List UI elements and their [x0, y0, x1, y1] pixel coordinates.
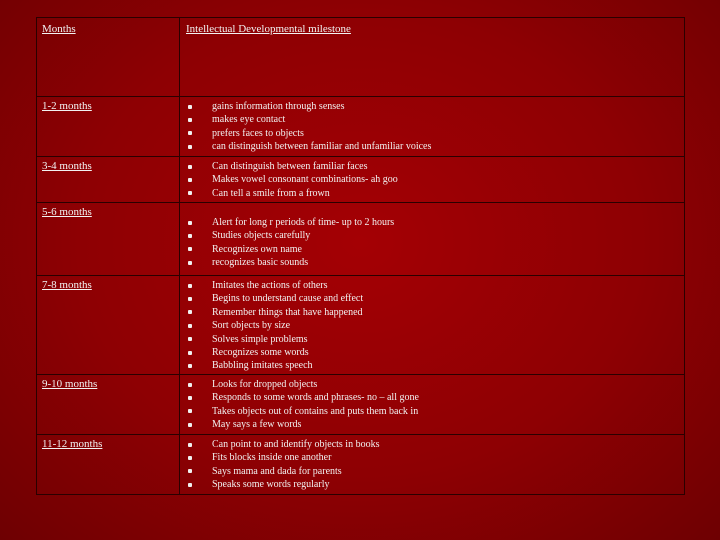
list-item [186, 346, 684, 359]
list-item [186, 279, 684, 292]
bullet-icon [188, 131, 192, 135]
header-cell-months [37, 18, 180, 97]
list-item [186, 405, 684, 418]
list-item-text: Can distinguish between familiar faces [212, 161, 368, 172]
list-item-text: May says a few words [212, 419, 302, 431]
list-item [186, 451, 684, 464]
milestone-table [36, 17, 685, 495]
list-item-text: Makes vowel consonant combinations- ah goo [212, 174, 398, 186]
list-item [186, 418, 684, 431]
table-row [37, 375, 685, 435]
month-label: 7-8 months [42, 279, 92, 291]
milestone-cell [180, 276, 685, 375]
month-cell [37, 97, 180, 157]
list-item-text: Alert for long r periods of time- up to 2 hours [212, 217, 395, 228]
month-cell [37, 435, 180, 495]
milestone-list [186, 378, 684, 432]
month-label: 3-4 months [42, 160, 92, 172]
list-item [186, 113, 684, 126]
list-item-text: Imitates the actions of others [212, 280, 328, 291]
month-label: 11-12 months [42, 438, 103, 450]
table-row [37, 157, 685, 203]
bullet-icon [188, 310, 192, 314]
month-cell [37, 276, 180, 375]
list-item [186, 465, 684, 478]
list-item-text: Solves simple problems [212, 333, 308, 345]
list-item [186, 100, 684, 113]
milestone-list [186, 216, 684, 270]
list-item [186, 292, 684, 305]
month-label: 1-2 months [42, 100, 92, 112]
list-item-text: Recognizes some words [212, 347, 309, 359]
list-item-text: Remember things that have happened [212, 306, 363, 318]
bullet-icon [188, 324, 192, 328]
list-item [186, 391, 684, 404]
bullet-icon [188, 297, 192, 301]
milestone-cell [180, 435, 685, 495]
list-item-text: Studies objects carefully [212, 230, 311, 242]
list-item [186, 173, 684, 186]
bullet-icon [188, 456, 192, 460]
list-item-text: Sort objects by size [212, 320, 291, 332]
bullet-icon [188, 165, 192, 169]
header-milestone-label: Intellectual Developmental milestone [186, 23, 351, 35]
list-item [186, 333, 684, 346]
month-cell [37, 203, 180, 276]
list-item [186, 306, 684, 319]
milestone-cell [180, 97, 685, 157]
bullet-icon [188, 409, 192, 413]
list-item [186, 478, 684, 491]
table-row [37, 435, 685, 495]
list-item-text: Fits blocks inside one another [212, 452, 332, 464]
bullet-icon [188, 105, 192, 109]
table-row [37, 203, 685, 276]
list-item-text: Responds to some words and phrases- no – all gone [212, 392, 419, 404]
month-label: 5-6 months [42, 206, 92, 218]
milestone-cell [180, 157, 685, 203]
bullet-icon [188, 234, 192, 238]
bullet-icon [188, 396, 192, 400]
milestone-list [186, 279, 684, 373]
list-item [186, 216, 684, 229]
list-item-text: Can tell a smile from a frown [212, 187, 330, 199]
bullet-icon [188, 383, 192, 387]
bullet-icon [188, 145, 192, 149]
list-item-text: Looks for dropped objects [212, 379, 318, 390]
list-item-text: Speaks some words regularly [212, 479, 330, 491]
table-header-row [37, 18, 685, 97]
bullet-icon [188, 351, 192, 355]
list-item-text: makes eye contact [212, 114, 286, 126]
list-item [186, 378, 684, 391]
header-months-label: Months [42, 23, 76, 35]
list-item-text: Takes objects out of contains and puts them back in [212, 405, 419, 417]
list-item [186, 140, 684, 153]
bullet-icon [188, 178, 192, 182]
list-item-text: gains information through senses [212, 101, 345, 112]
bullet-icon [188, 284, 192, 288]
list-item [186, 438, 684, 451]
milestone-list [186, 438, 684, 492]
bullet-icon [188, 247, 192, 251]
list-item-text: Begins to understand cause and effect [212, 293, 364, 305]
bullet-icon [188, 469, 192, 473]
list-item [186, 160, 684, 173]
bullet-icon [188, 337, 192, 341]
bullet-icon [188, 191, 192, 195]
table-row [37, 97, 685, 157]
list-item-text: Can point to and identify objects in books [212, 439, 380, 450]
milestone-cell [180, 203, 685, 276]
list-item-text: can distinguish between familiar and unfamiliar voices [212, 141, 432, 153]
bullet-icon [188, 423, 192, 427]
bullet-icon [188, 261, 192, 265]
milestone-list [186, 100, 684, 154]
bullet-icon [188, 118, 192, 122]
bullet-icon [188, 483, 192, 487]
list-item-text: Babbling imitates speech [212, 360, 313, 372]
list-item-text: Says mama and dada for parents [212, 465, 342, 477]
list-item [186, 229, 684, 242]
list-item [186, 256, 684, 269]
header-cell-milestone [180, 18, 685, 97]
list-item-text: Recognizes own name [212, 243, 302, 255]
list-item [186, 187, 684, 200]
month-cell [37, 375, 180, 435]
list-item-text: recognizes basic sounds [212, 257, 309, 269]
list-item-text: prefers faces to objects [212, 127, 304, 139]
table-row [37, 276, 685, 375]
bullet-icon [188, 364, 192, 368]
list-item [186, 319, 684, 332]
list-item [186, 243, 684, 256]
bullet-icon [188, 221, 192, 225]
milestone-list [186, 160, 684, 200]
bullet-icon [188, 443, 192, 447]
list-item [186, 359, 684, 372]
milestone-cell [180, 375, 685, 435]
month-label: 9-10 months [42, 378, 98, 390]
month-cell [37, 157, 180, 203]
list-item [186, 127, 684, 140]
